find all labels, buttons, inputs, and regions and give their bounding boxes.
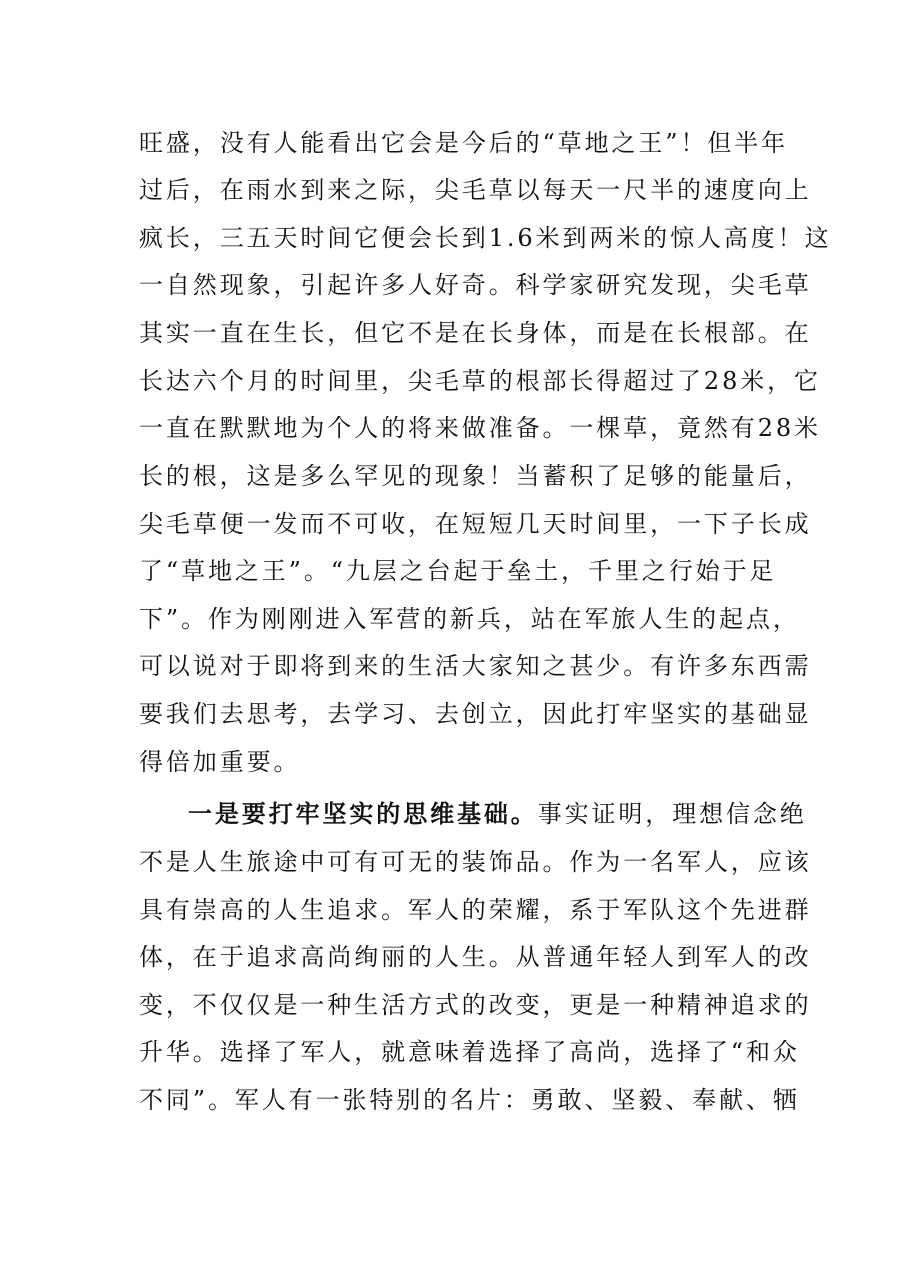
text-line: 升华。选择了军人，就意味着选择了高尚，选择了“和众 <box>139 1038 800 1066</box>
text-line: 尖毛草便一发而不可收，在短短几天时间里，一下子长成 <box>139 510 812 538</box>
paragraph-first-line <box>188 799 807 829</box>
text-line: 不同”。军人有一张特别的名片：勇敢、坚毅、奉献、牺 <box>139 1086 800 1114</box>
text-line: 旺盛，没有人能看出它会是今后的“草地之王”！但半年 <box>139 129 789 157</box>
text-line: 可以说对于即将到来的生活大家知之甚少。有许多东西需 <box>139 652 812 680</box>
text-line: 具有崇高的人生追求。军人的荣耀，系于军队这个先进群 <box>139 896 812 924</box>
text-line: 长达六个月的时间里，尖毛草的根部长得超过了28米，它 <box>139 367 821 395</box>
text-line: 了“草地之王”。“九层之台起于垒土，千里之行始于足 <box>139 557 777 585</box>
text-line: 下”。作为刚刚进入军营的新兵，站在军旅人生的起点， <box>139 605 800 633</box>
text-line: 变，不仅仅是一种生活方式的改变，更是一种精神追求的 <box>139 991 812 1019</box>
text-line: 长的根，这是多么罕见的现象！当蓄积了足够的能量后， <box>139 462 812 490</box>
text-line: 不是人生旅途中可有可无的装饰品。作为一名军人，应该 <box>139 848 812 876</box>
text-line: 一自然现象，引起许多人好奇。科学家研究发现，尖毛草 <box>139 271 812 299</box>
text-line: 体，在于追求高尚绚丽的人生。从普通年轻人到军人的改 <box>139 943 812 971</box>
text-line: 得倍加重要。 <box>139 748 301 776</box>
text-line: 过后，在雨水到来之际，尖毛草以每天一尺半的速度向上 <box>139 176 812 204</box>
text-span: 事实证明，理想信念绝 <box>537 800 807 828</box>
text-line: 其实一直在生长，但它不是在长身体，而是在长根部。在 <box>139 319 812 347</box>
text-line: 要我们去思考，去学习、去创立，因此打牢坚实的基础显 <box>139 700 812 728</box>
text-line: 疯长，三五天时间它便会长到1.6米到两米的惊人高度！这 <box>139 224 832 252</box>
text-line: 一直在默默地为个人的将来做准备。一棵草，竟然有28米 <box>139 414 821 442</box>
section-lead-heading: 一是要打牢坚实的思维基础。 <box>188 800 538 828</box>
